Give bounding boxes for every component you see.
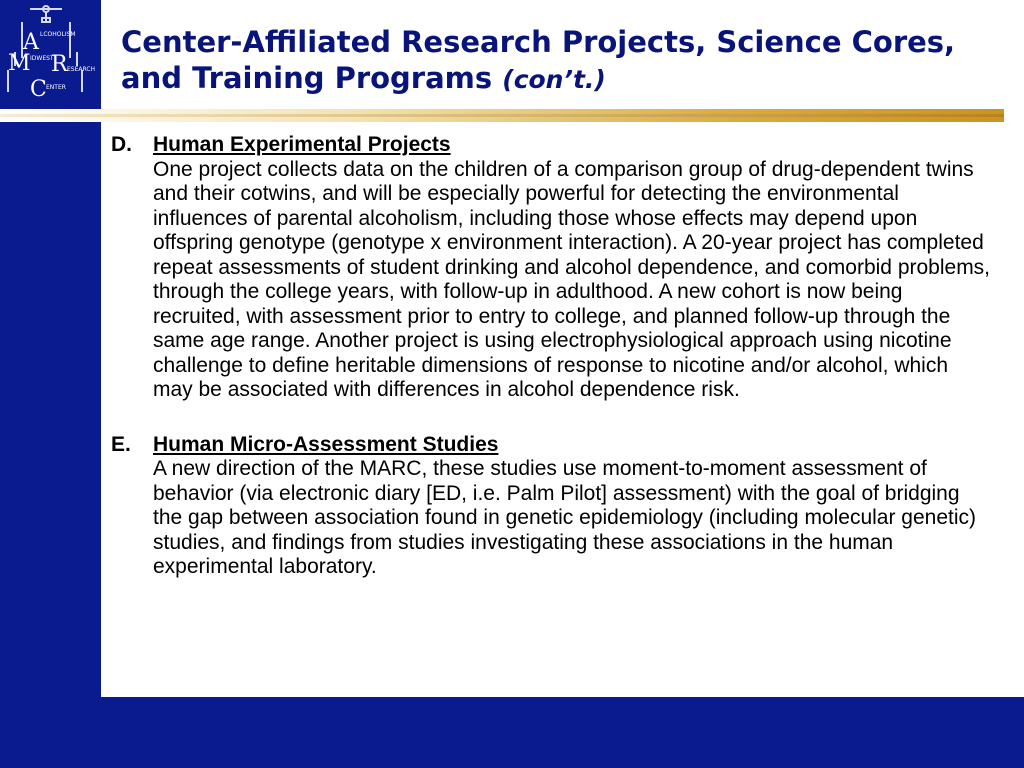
marc-logo-graphic bbox=[0, 0, 101, 108]
item-letter: E. bbox=[111, 432, 131, 456]
logo-letter-a: A bbox=[23, 30, 39, 55]
page-title-suffix: (con’t.) bbox=[502, 65, 606, 94]
logo-letter-m: M bbox=[8, 51, 31, 76]
item-heading: Human Experimental Projects bbox=[153, 133, 451, 156]
logo-letter-c: C bbox=[30, 77, 47, 102]
gold-divider bbox=[0, 109, 1004, 122]
marc-logo bbox=[0, 0, 101, 108]
list-item-d bbox=[111, 133, 991, 403]
logo-letter-r: R bbox=[51, 52, 68, 77]
item-paragraph: A new direction of the MARC, these studies use moment-to-moment assessment of behavior (via electronic diary [ED, i.e. Palm Pilot] assessment) with the goal of bridging the gap between association found in genetic epidemiology (including molecular genetic) studies, and findings from studies investigating these associations in the human experimental laboratory. bbox=[153, 457, 977, 578]
list-item-e bbox=[111, 433, 991, 580]
logo-word-alcoholism: LCOHOLISM bbox=[40, 31, 76, 38]
page-title-main: Center-Affiliated Research Projects, Science Cores, and Training Programs bbox=[121, 25, 956, 95]
bottom-blue-band bbox=[0, 697, 1024, 768]
item-paragraph: One project collects data on the children of a comparison group of drug-dependent twins and their cotwins, and will be especially powerful for detecting the environmental influences of parental alcoholism, including those whose effects may depend upon offspring genotype (genotype x environment interaction). A 20-year project has completed repeat assessments of student drinking and alcohol dependence, and comorbid problems, through the college years, with follow-up in adulthood. A new cohort is now being recruited, with assessment prior to entry to college, and planned follow-up through the same age range. Another project is using electrophysiological approach using nicotine challenge to define heritable dimensions of response to nicotine and/or alcohol, which may be associated with differences in alcohol dependence risk. bbox=[153, 157, 991, 401]
item-body bbox=[153, 133, 991, 403]
logo-word-research: ESEARCH bbox=[67, 66, 96, 73]
page-title bbox=[121, 24, 1001, 98]
logo-word-center: ENTER bbox=[46, 84, 66, 91]
content-list bbox=[111, 133, 991, 580]
item-heading: Human Micro-Assessment Studies bbox=[153, 432, 499, 456]
logo-word-midwest: IDWEST bbox=[30, 55, 54, 62]
item-letter: D. bbox=[111, 133, 132, 156]
item-body bbox=[153, 433, 991, 580]
